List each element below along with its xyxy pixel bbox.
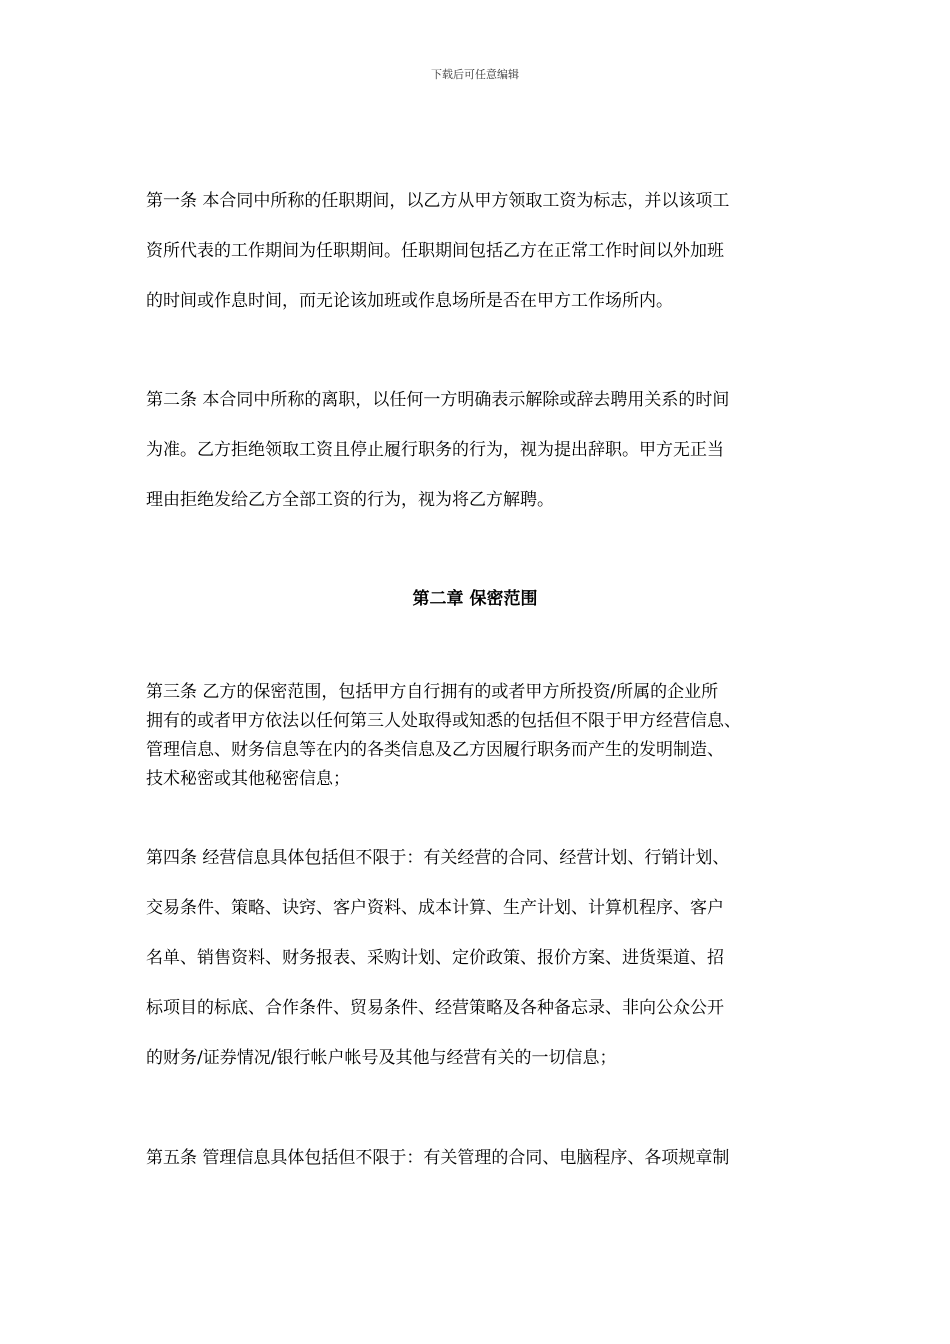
chapter-title: 第二章 保密范围 (412, 589, 538, 609)
article-4-line: 的财务/证券情况/银行帐户帐号及其他与经营有关的一切信息； (146, 1048, 617, 1068)
article-1 (146, 176, 816, 326)
article-5 (146, 1133, 816, 1183)
article-3 (146, 678, 836, 794)
article-2-line: 第二条 本合同中所称的离职，以任何一方明确表示解除或辞去聘用关系的时间 (146, 390, 730, 410)
article-1-line: 资所代表的工作期间为任职期间。任职期间包括乙方在正常工作时间以外加班 (146, 241, 724, 261)
article-4-line: 第四条 经营信息具体包括但不限于：有关经营的合同、经营计划、行销计划、 (146, 848, 730, 868)
article-4-line: 标项目的标底、合作条件、贸易条件、经营策略及各种备忘录、非向公众公开 (146, 998, 724, 1018)
article-3-line: 技术秘密或其他秘密信息； (146, 769, 350, 789)
article-3-line: 拥有的或者甲方依法以任何第三人处取得或知悉的包括但不限于甲方经营信息、 (146, 711, 741, 731)
article-3-line: 管理信息、财务信息等在内的各类信息及乙方因履行职务而产生的发明制造、 (146, 740, 724, 760)
article-2-line: 为准。乙方拒绝领取工资且停止履行职务的行为，视为提出辞职。甲方无正当 (146, 440, 724, 460)
article-4 (146, 833, 816, 1083)
article-2-line: 理由拒绝发给乙方全部工资的行为，视为将乙方解聘。 (146, 490, 554, 510)
article-1-line: 第一条 本合同中所称的任职期间，以乙方从甲方领取工资为标志，并以该项工 (146, 191, 730, 211)
article-4-line: 交易条件、策略、诀窍、客户资料、成本计算、生产计划、计算机程序、客户 (146, 898, 724, 918)
article-5-line: 第五条 管理信息具体包括但不限于：有关管理的合同、电脑程序、各项规章制 (146, 1148, 730, 1168)
article-4-line: 名单、销售资料、财务报表、采购计划、定价政策、报价方案、进货渠道、招 (146, 948, 724, 968)
article-1-line: 的时间或作息时间，而无论该加班或作息场所是否在甲方工作场所内。 (146, 291, 673, 311)
page-header: 下载后可任意编辑 (431, 68, 519, 81)
article-2 (146, 375, 816, 525)
article-3-line: 第三条 乙方的保密范围，包括甲方自行拥有的或者甲方所投资/所属的企业所 (146, 682, 719, 702)
